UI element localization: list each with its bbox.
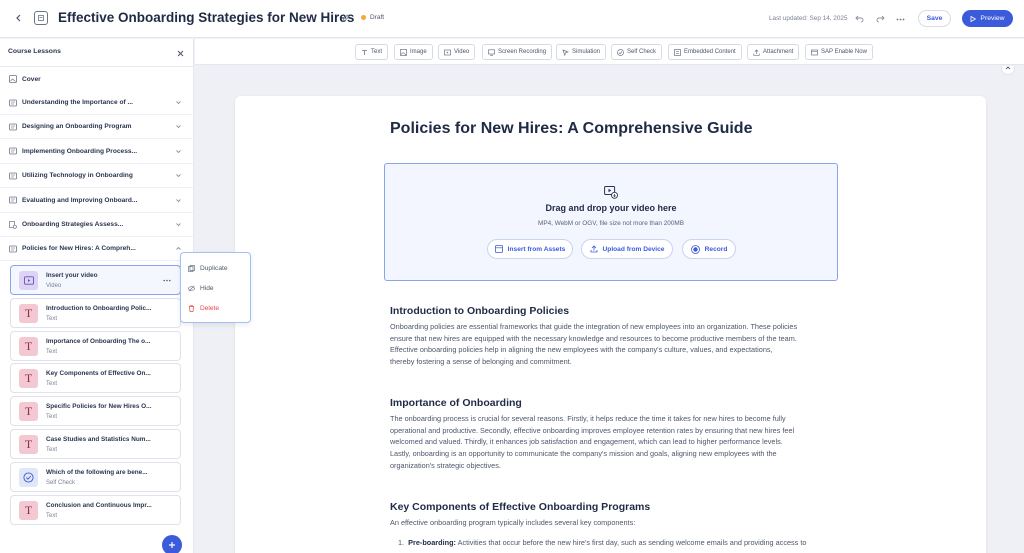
hide-menu-item[interactable]: Hide (188, 285, 214, 292)
back-button[interactable] (12, 11, 26, 25)
sap-icon (811, 49, 818, 56)
embedded-content-block-button[interactable]: Embedded Content (668, 44, 742, 60)
lesson-title: Insert your video (46, 272, 98, 279)
text-icon: T (19, 402, 38, 421)
page-title[interactable]: Policies for New Hires: A Comprehensive Guide (390, 120, 753, 137)
content-toolbar (195, 39, 1024, 65)
chapter-item[interactable] (0, 237, 194, 261)
section-paragraph[interactable]: An effective onboarding program typically includes several key components: (390, 518, 636, 527)
text-icon: T (19, 435, 38, 454)
lesson-title: Specific Policies for New Hires O... (46, 403, 152, 411)
lesson-type: Text (46, 414, 58, 421)
text-icon (361, 49, 368, 56)
lesson-title: Introduction to Onboarding Polic... (46, 304, 152, 312)
last-updated: Last updated: Sep 14, 2025 (769, 15, 848, 22)
check-circle-icon (617, 49, 624, 56)
plus-icon (168, 541, 176, 549)
image-icon (400, 49, 407, 56)
duplicate-menu-item[interactable]: Duplicate (188, 265, 228, 272)
lesson-title: Conclusion and Continuous Impr... (46, 501, 152, 509)
chapter-item[interactable] (0, 91, 194, 115)
editor-canvas (195, 66, 1024, 553)
video-block-button[interactable]: Video (438, 44, 475, 60)
chevron-down-icon (175, 172, 182, 179)
video-icon (444, 49, 451, 56)
check-icon (19, 468, 38, 487)
play-icon (970, 16, 976, 22)
draft-status-badge: Draft (361, 14, 384, 21)
upload-from-device-button[interactable]: Upload from Device (581, 239, 673, 259)
lesson-title: Which of the following are bene... (46, 468, 148, 476)
assets-icon (495, 245, 503, 253)
undo-icon (855, 15, 864, 23)
lesson-title: Key Components of Effective On... (46, 370, 151, 378)
lesson-card[interactable] (10, 462, 181, 492)
lesson-type: Text (46, 381, 58, 388)
trash-icon (188, 305, 195, 312)
chevron-down-icon (175, 148, 182, 155)
section-heading[interactable]: Introduction to Onboarding Policies (390, 305, 570, 317)
lesson-context-menu (180, 252, 251, 323)
chapter-label: Evaluating and Improving Onboard... (22, 196, 138, 204)
upload-icon (590, 245, 598, 253)
text-icon: T (19, 304, 38, 323)
video-icon (19, 271, 38, 290)
add-lesson-button[interactable] (162, 535, 182, 553)
lesson-type: Text (46, 315, 58, 322)
status-dot (361, 15, 366, 20)
chevron-down-icon (175, 221, 182, 228)
chapter-icon (9, 196, 17, 204)
image-icon (9, 75, 17, 83)
course-icon (34, 11, 48, 25)
section-heading[interactable]: Key Components of Effective Onboarding Programs (390, 501, 651, 513)
screen-recording-block-button[interactable]: Screen Recording (482, 44, 552, 60)
chapter-item[interactable] (0, 213, 194, 237)
ellipsis-icon (163, 279, 171, 282)
undo-button[interactable] (852, 12, 866, 26)
section-heading[interactable]: Importance of Onboarding (390, 397, 522, 409)
lesson-card[interactable] (10, 265, 181, 295)
lesson-card[interactable] (10, 396, 181, 426)
edit-title-button[interactable] (340, 12, 352, 24)
chapter-icon (9, 172, 17, 180)
image-block-button[interactable]: Image (394, 44, 433, 60)
preview-button[interactable]: Preview (962, 10, 1013, 27)
chapter-label: Utilizing Technology in Onboarding (22, 172, 133, 180)
lesson-title: Case Studies and Statistics Num... (46, 436, 151, 443)
delete-menu-item[interactable]: Delete (188, 305, 219, 312)
lesson-more-button[interactable] (161, 274, 173, 286)
chapter-item[interactable] (0, 164, 194, 188)
lesson-type: Text (46, 512, 58, 519)
lesson-card[interactable] (10, 363, 181, 393)
section-paragraph[interactable]: Onboarding policies are essential frameworks that guide the integration of new employees into an organization. These policies ensure that new hires are equipped with the necessary knowledge and resources to become productive members of the team. Effective onboarding policies help in aligning the new employees with the company's culture, values, and expectations, thereby fostering a sense of belonging and commitment. (390, 322, 798, 367)
chevron-up-icon (175, 245, 182, 252)
close-sidebar-button[interactable] (174, 47, 186, 59)
lesson-type: Text (46, 348, 58, 355)
record-button[interactable]: Record (682, 239, 736, 259)
chevron-left-icon (15, 14, 23, 22)
simulation-block-button[interactable]: Simulation (556, 44, 606, 60)
record-icon (691, 245, 700, 254)
cursor-icon (562, 49, 569, 56)
chapter-label: Implementing Onboarding Process... (22, 147, 138, 155)
eye-off-icon (188, 285, 195, 292)
chevron-down-icon (175, 197, 182, 204)
redo-icon (876, 15, 885, 23)
chapter-label: Onboarding Strategies Assess... (22, 221, 124, 228)
section-paragraph[interactable]: The onboarding process is crucial for several reasons. Firstly, it helps reduce the time it takes for new hires to become fully operational and productive. Secondly, effective onboarding improves employee retention rates by ensuring that new hires feel welcomed and valued. Thirdly, it enhances job satisfaction and engagement, which can lead to higher performance levels. Lastly, onboarding is an opportunity to communicate the company's mission and goals, aligning new employees with the organization's strategic objectives. (390, 414, 795, 470)
insert-from-assets-button[interactable]: Insert from Assets (487, 239, 573, 259)
list-item[interactable]: 1. Pre-boarding: Activities that occur before the new hire's first day, such as sending welcome emails and providing access to (398, 538, 807, 547)
text-icon: T (19, 337, 38, 356)
drop-zone-heading: Drag and drop your video here (545, 203, 677, 213)
chapter-icon (9, 123, 17, 131)
chapter-item[interactable] (0, 140, 194, 164)
upload-icon (753, 49, 760, 56)
document-page (235, 96, 986, 553)
course-title[interactable]: Effective Onboarding Strategies for New Hires (58, 10, 355, 25)
text-block-button[interactable]: Text (355, 44, 388, 60)
duplicate-icon (188, 265, 195, 272)
chapter-icon (9, 245, 17, 253)
pencil-icon (342, 14, 350, 22)
video-upload-icon (604, 185, 618, 199)
top-bar (0, 0, 1024, 38)
sidebar-title: Course Lessons (8, 48, 61, 55)
lesson-title: Importance of Onboarding The o... (46, 337, 151, 345)
course-lessons-sidebar (0, 39, 194, 553)
chapter-label: Understanding the Importance of ... (22, 99, 134, 106)
chapter-icon (9, 147, 17, 155)
self-check-block-button[interactable]: Self Check (611, 44, 662, 60)
save-button[interactable]: Save (918, 10, 951, 27)
lesson-card[interactable] (10, 331, 181, 361)
ellipsis-icon (896, 18, 905, 21)
chapter-label: Policies for New Hires: A Compreh... (22, 245, 136, 253)
more-options-button[interactable] (893, 12, 907, 26)
lesson-type: Text (46, 447, 58, 453)
chapter-icon (9, 99, 17, 107)
lesson-type: Self Check (46, 479, 76, 486)
attachment-block-button[interactable]: Attachment (747, 44, 799, 60)
assessment-icon (9, 221, 17, 229)
collapse-toolbar-button[interactable] (1001, 66, 1015, 75)
chevron-up-icon (1005, 66, 1011, 71)
chevron-down-icon (175, 99, 182, 106)
screen-recording-icon (488, 49, 495, 56)
close-icon (177, 50, 184, 57)
sap-enable-now-block-button[interactable]: SAP Enable Now (805, 44, 873, 60)
text-icon: T (19, 369, 38, 388)
lesson-card[interactable] (10, 298, 181, 328)
lesson-card[interactable] (10, 429, 181, 459)
chapter-item[interactable] (0, 115, 194, 139)
drop-zone-hint: MP4, WebM or OGV, file size not more than 200MB (538, 220, 684, 227)
lesson-card[interactable] (10, 495, 181, 525)
chapter-label: Designing an Onboarding Program (22, 123, 132, 131)
lesson-type: Video (46, 283, 62, 289)
chapter-item[interactable] (0, 189, 194, 213)
embed-icon (674, 49, 681, 56)
chevron-down-icon (175, 123, 182, 130)
redo-button[interactable] (873, 12, 887, 26)
text-icon: T (19, 501, 38, 520)
cover-item[interactable]: Cover (0, 67, 194, 91)
video-drop-zone[interactable] (384, 163, 838, 281)
